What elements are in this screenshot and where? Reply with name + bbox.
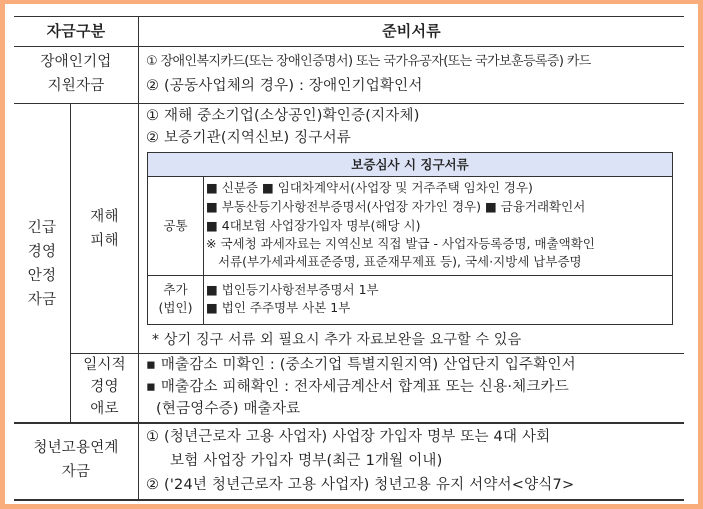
category-label-line: 경영 [27,244,57,260]
guarantee-doc-line: ■ 부동산등기사항전부증명서(사업장 자가인 경우) ■ 금융거래확인서 [206,199,586,214]
category-label-line: 자금 [61,464,91,480]
document-item: ① 재해 중소기업(소상공인)확인증(지자체) [146,108,420,124]
category-label-line: 자금 [27,292,57,308]
subcategory-label-line: 피해 [90,233,119,249]
category-label-line: 청년고용연계 [33,440,119,456]
subcategory-label-line: 애로 [90,401,119,417]
subcategory-label-line: 일시적 [83,357,126,373]
document-item: 보험 사업장 가입자 명부(최근 1개월 이내) [170,453,443,469]
guarantee-doc-line: ■ 신분증 ■ 임대차계약서(사업장 및 거주주택 임차인 경우) [206,180,533,195]
guarantee-doc-note-line: 서류(부가세과세표준증명, 표준재무제표 등), 국세·지방세 납부증명 [218,254,582,269]
document-item: ▪ 매출감소 미확인 : (중소기업 특별지원지역) 산업단지 입주확인서 [146,357,576,373]
document-item: ① (청년근로자 고용 사업자) 사업장 가입자 명부 또는 4대 사회 [146,429,551,445]
guarantee-table-header [148,153,672,177]
guarantee-row-label: 추가 [163,282,188,297]
subrow-divider [70,353,684,354]
category-column-divider [138,16,139,500]
document-item: ② (공동사업체의 경우) : 장애인기업확인서 [146,78,423,94]
row2-bottom-border [14,422,684,424]
guarantee-doc-line: ■ 4대보험 사업장가입자 명부(해당 시) [206,218,421,233]
header-documents: 준비서류 [382,22,441,40]
category-label-line: 장애인기업 [40,54,112,70]
guarantee-doc-line: ■ 법인등기사항전부증명서 1부 [206,282,379,297]
guarantee-row-divider [148,275,672,276]
document-item: (현금영수증) 매출자료 [156,401,301,417]
supplement-note: * 상기 징구 서류 외 필요시 추가 자료보완을 요구할 수 있음 [152,332,522,348]
table-bottom-border [14,499,684,501]
guarantee-documents-table [147,152,673,325]
document-item: ▪ 매출감소 피해확인 : 전자세금계산서 합계표 또는 신용·체크카드 [146,379,569,395]
guarantee-doc-line: ■ 법인 주주명부 사본 1부 [206,300,351,315]
category-label-line: 긴급 [27,220,57,236]
guarantee-row-label: (법인) [158,300,193,315]
subcategory-label-line: 경영 [90,379,119,395]
document-item: ② 보증기관(지역신보) 징구서류 [146,130,352,146]
header-category: 자금구분 [46,22,106,40]
subcategory-label-line: 재해 [90,209,119,225]
guarantee-doc-note-line: ※ 국세청 과세자료는 지역신보 직접 발급 - 사업자등록증명, 매출액확인 [206,236,595,251]
guarantee-row-label: 공통 [163,218,188,233]
table-top-border [14,16,684,17]
subcategory-column-divider [70,103,71,423]
header-bottom-border [14,46,684,47]
row1-bottom-border [14,103,684,104]
category-label-line: 지원자금 [47,78,105,94]
guarantee-label-divider [203,176,204,324]
document-item: ① 장애인복지카드(또는 장애인증명서) 또는 국가유공자(또는 국가보훈등록증) 카드 [146,54,591,69]
guarantee-table-title: 보증심사 시 징구서류 [351,157,469,172]
document-item: ② ('24년 청년근로자 고용 사업자) 청년고용 유지 서약서<양식7> [146,477,575,493]
category-label-line: 안정 [27,268,57,284]
